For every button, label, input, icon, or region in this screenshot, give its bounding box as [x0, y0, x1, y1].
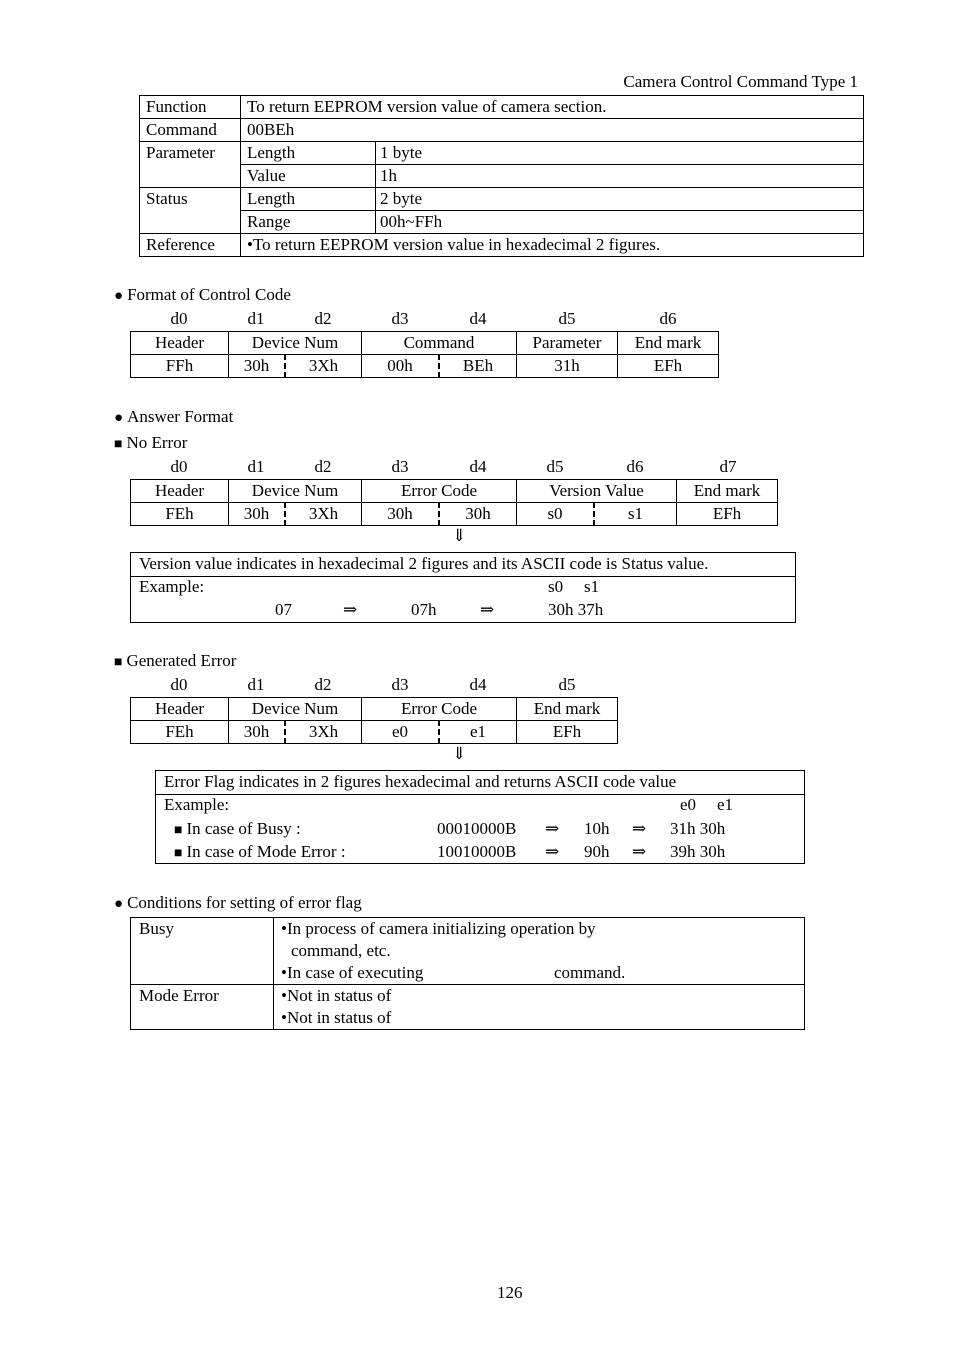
right-arrow-icon: ⇒: [632, 842, 647, 861]
busy-binary: 00010000B: [437, 819, 517, 838]
page-header: Camera Control Command Type 1: [623, 72, 858, 91]
mode-hex: 90h: [584, 842, 610, 861]
value-cell: FFh: [131, 355, 229, 378]
param-value-value: 1h: [376, 165, 864, 188]
example-value-1: 07: [275, 600, 292, 619]
busy-line-2: command, etc.: [291, 941, 391, 960]
status-range-label: Range: [241, 211, 376, 234]
bullet-icon: ●: [114, 896, 124, 912]
square-bullet-icon: ■: [114, 655, 123, 670]
d-label: d1: [247, 675, 265, 694]
busy-line-1: •In process of camera initializing operation by: [281, 919, 596, 938]
example-s0: s0: [548, 577, 564, 596]
d-label: d0: [170, 309, 188, 328]
status-length-value: 2 byte: [376, 188, 864, 211]
d-label: d1: [247, 457, 265, 476]
d-label: d7: [719, 457, 737, 476]
command-info-table: [139, 95, 864, 257]
value-cell: 30h: [229, 355, 286, 378]
right-arrow-icon: ⇒: [632, 819, 647, 838]
example-s1: s1: [584, 577, 600, 596]
value-cell: FEh: [131, 503, 229, 526]
square-bullet-icon: ■: [174, 823, 183, 838]
value-cell: EFh: [517, 721, 618, 744]
function-label: Function: [140, 96, 241, 119]
no-error-table: [130, 479, 778, 526]
value-cell: EFh: [618, 355, 719, 378]
value-cell: e0: [362, 721, 440, 744]
example-label: Example:: [139, 577, 205, 596]
header-cell: Version Value: [517, 480, 677, 503]
example-value-3: 30h 37h: [548, 600, 604, 619]
header-cell: Parameter: [517, 332, 618, 355]
value-cell: FEh: [131, 721, 229, 744]
reference-value: •To return EEPROM version value in hexadecimal 2 figures.: [241, 234, 864, 257]
d-label: d4: [469, 309, 487, 328]
control-code-table: [130, 331, 719, 378]
mode-ascii: 39h 30h: [670, 842, 726, 861]
d-label: d3: [391, 309, 409, 328]
busy-line-3-end: command.: [554, 963, 626, 982]
reference-label: Reference: [140, 234, 241, 257]
right-arrow-icon: ⇒: [545, 819, 560, 838]
square-bullet-icon: ■: [114, 437, 123, 452]
mode-line-2: •Not in status of: [281, 1008, 392, 1027]
d-label: d6: [626, 457, 644, 476]
d-label: d2: [314, 457, 332, 476]
command-value: 00BEh: [241, 119, 864, 142]
busy-ascii: 31h 30h: [670, 819, 726, 838]
mode-error-example: ■ In case of Mode Error :: [174, 842, 346, 861]
down-arrow-icon: ⇓: [452, 744, 467, 763]
example-e0: e0: [680, 795, 697, 814]
d-label: d1: [247, 309, 265, 328]
header-cell: Header: [131, 332, 229, 355]
down-arrow-icon: ⇓: [452, 526, 467, 545]
value-cell: 3Xh: [285, 503, 362, 526]
d-label: d5: [546, 457, 564, 476]
conditions-table: [130, 917, 805, 1030]
header-cell: Device Num: [229, 332, 362, 355]
param-value-label: Value: [241, 165, 376, 188]
busy-line-3: •In case of executing: [281, 963, 424, 982]
header-cell: Header: [131, 698, 229, 721]
answer-section-title: ● Answer Format: [114, 407, 234, 426]
value-cell: 30h: [362, 503, 440, 526]
d-label: d5: [558, 675, 576, 694]
mode-binary: 10010000B: [437, 842, 517, 861]
value-cell: 3Xh: [285, 355, 362, 378]
right-arrow-icon: ⇒: [480, 600, 495, 619]
right-arrow-icon: ⇒: [343, 600, 358, 619]
row-divider: [131, 984, 804, 985]
header-cell: Error Code: [362, 698, 517, 721]
d-label: d6: [659, 309, 677, 328]
d-label: d4: [469, 457, 487, 476]
right-arrow-icon: ⇒: [545, 842, 560, 861]
value-cell: 30h: [229, 503, 286, 526]
error-flag-note: Error Flag indicates in 2 figures hexadecimal and returns ASCII code value: [156, 771, 804, 795]
d-label: d4: [469, 675, 487, 694]
header-cell: Device Num: [229, 480, 362, 503]
value-cell: EFh: [677, 503, 778, 526]
bullet-icon: ●: [114, 288, 124, 304]
value-cell: 30h: [229, 721, 286, 744]
status-range-value: 00h~FFh: [376, 211, 864, 234]
busy-label: Busy: [139, 919, 174, 938]
d-label: d3: [391, 457, 409, 476]
d-label: d5: [558, 309, 576, 328]
header-cell: Command: [362, 332, 517, 355]
value-cell: s1: [594, 503, 677, 526]
value-cell: e1: [439, 721, 517, 744]
generated-error-table: [130, 697, 618, 744]
example-value-2: 07h: [411, 600, 437, 619]
column-divider: [273, 918, 274, 1029]
square-bullet-icon: ■: [174, 846, 183, 861]
param-length-value: 1 byte: [376, 142, 864, 165]
function-value: To return EEPROM version value of camera section.: [241, 96, 864, 119]
value-cell: s0: [517, 503, 595, 526]
d-label: d2: [314, 309, 332, 328]
d-label: d2: [314, 675, 332, 694]
conditions-section-title: ● Conditions for setting of error flag: [114, 893, 362, 912]
mode-error-label: Mode Error: [139, 986, 219, 1005]
bullet-icon: ●: [114, 410, 124, 426]
example-e1: e1: [717, 795, 734, 814]
parameter-label: Parameter: [140, 142, 241, 188]
value-cell: 3Xh: [285, 721, 362, 744]
d-label: d3: [391, 675, 409, 694]
value-cell: 30h: [439, 503, 517, 526]
page-number: 126: [497, 1283, 523, 1302]
header-cell: End mark: [677, 480, 778, 503]
header-cell: Device Num: [229, 698, 362, 721]
version-note: Version value indicates in hexadecimal 2 figures and its ASCII code is Status value.: [131, 553, 795, 577]
value-cell: 00h: [362, 355, 440, 378]
param-length-label: Length: [241, 142, 376, 165]
value-cell: BEh: [439, 355, 517, 378]
error-flag-box: [155, 770, 805, 864]
busy-example: ■ In case of Busy :: [174, 819, 301, 838]
generated-error-title: ■ Generated Error: [114, 651, 237, 670]
version-note-box: [130, 552, 796, 623]
d-label: d0: [170, 457, 188, 476]
header-cell: End mark: [517, 698, 618, 721]
mode-line-1: •Not in status of: [281, 986, 392, 1005]
d-label: d0: [170, 675, 188, 694]
status-label: Status: [140, 188, 241, 234]
no-error-title: ■ No Error: [114, 433, 188, 452]
header-cell: Error Code: [362, 480, 517, 503]
control-section-title: ● Format of Control Code: [114, 285, 291, 304]
status-length-label: Length: [241, 188, 376, 211]
busy-hex: 10h: [584, 819, 610, 838]
header-cell: Header: [131, 480, 229, 503]
header-cell: End mark: [618, 332, 719, 355]
command-label: Command: [140, 119, 241, 142]
example-label: Example:: [164, 795, 230, 814]
value-cell: 31h: [517, 355, 618, 378]
